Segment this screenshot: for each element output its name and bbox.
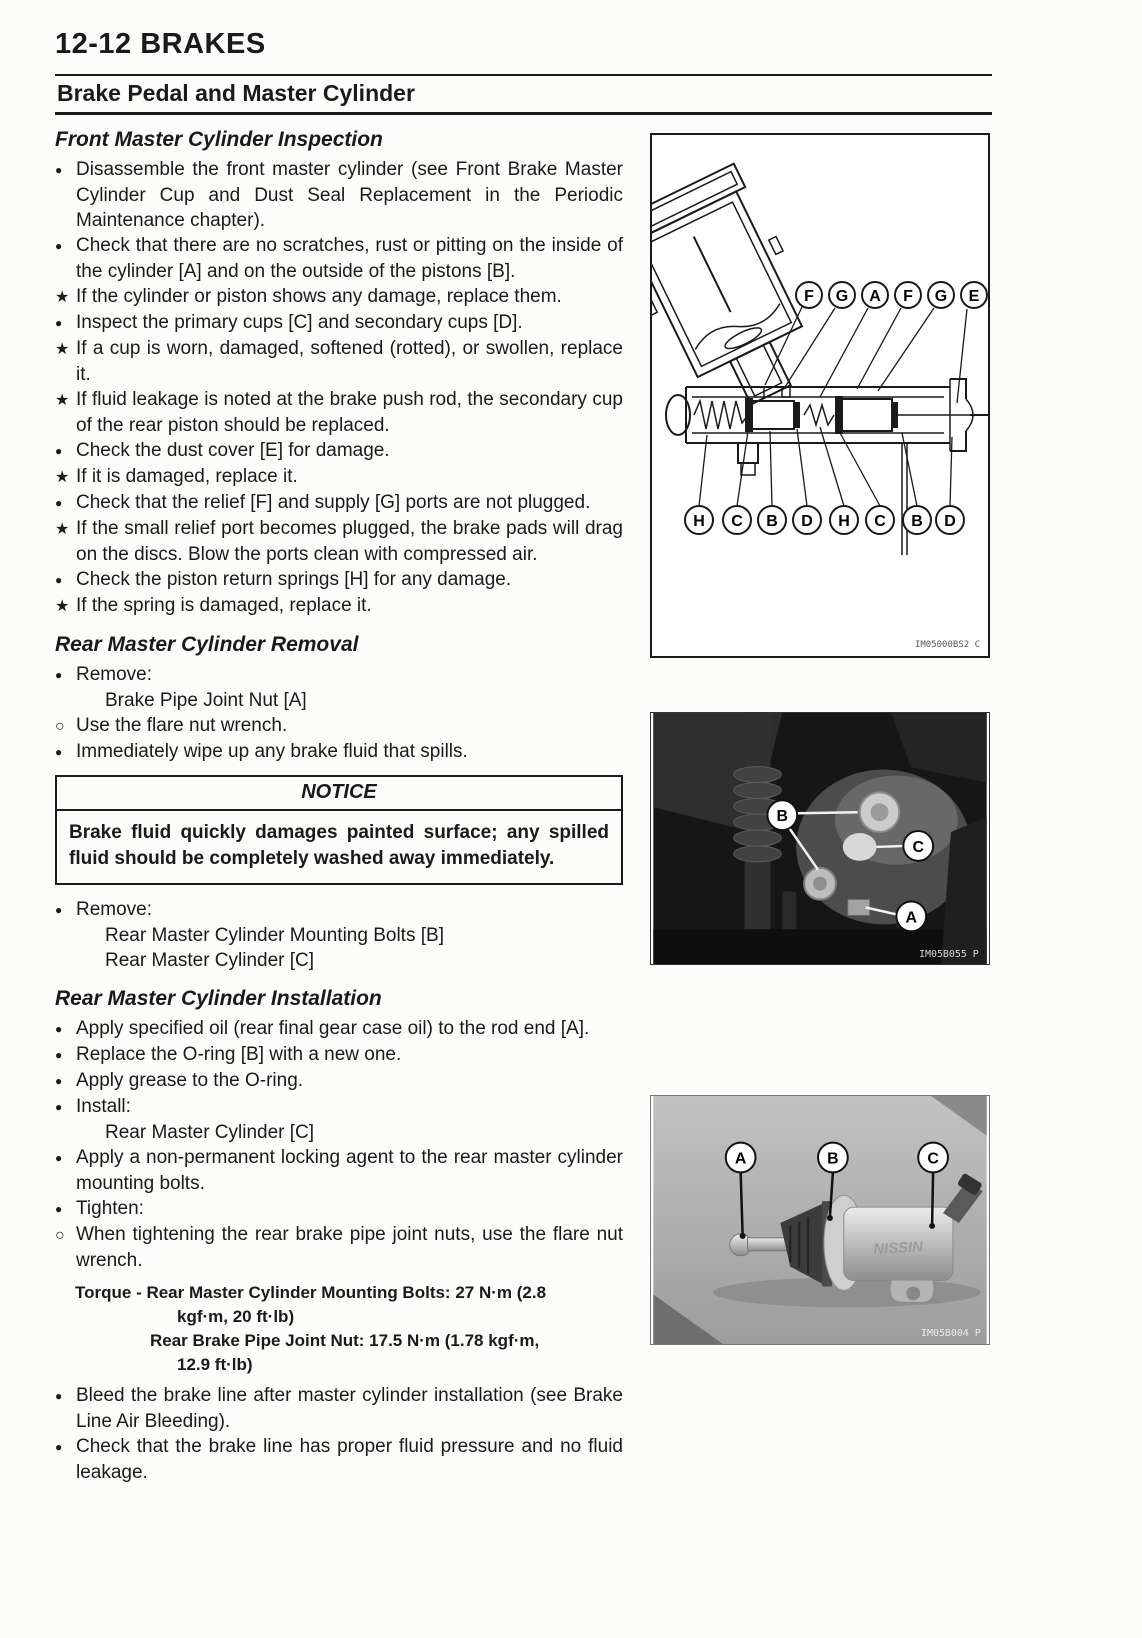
procedure-step xyxy=(55,516,623,567)
callout-D xyxy=(936,506,964,534)
svg-text:C: C xyxy=(927,1150,939,1168)
torque-spec-line: kgf·m, 20 ft·lb) xyxy=(177,1307,295,1326)
svg-text:B: B xyxy=(766,513,778,530)
svg-text:D: D xyxy=(801,513,813,530)
bullet-marker-icon: ● xyxy=(55,668,63,682)
svg-text:C: C xyxy=(912,838,924,856)
svg-text:E: E xyxy=(968,288,980,305)
bullet-marker-icon: ● xyxy=(55,1440,63,1454)
callout-H xyxy=(685,506,713,534)
callout-C xyxy=(903,831,933,861)
sub-item: Rear Master Cylinder [C] xyxy=(105,950,315,971)
left-column xyxy=(55,124,623,1485)
procedure-step xyxy=(55,593,623,619)
svg-text:F: F xyxy=(804,288,814,305)
figure-rear-master-cylinder-part-photo xyxy=(650,1095,990,1345)
rear-master-cylinder-installed-photo xyxy=(651,713,989,964)
bullet-marker-icon: ● xyxy=(55,444,63,458)
step-text: If the small relief port becomes plugged, the brake pads will drag on the discs. Blow the ports clean with compressed air. xyxy=(76,518,623,565)
step-text: Bleed the brake line after master cylinder installation (see Brake Line Air Bleeding). xyxy=(76,1385,623,1432)
divider xyxy=(55,74,992,76)
svg-text:B: B xyxy=(827,1150,839,1168)
step-text: Inspect the primary cups [C] and secondary cups [D]. xyxy=(76,312,523,333)
procedure-step xyxy=(55,1383,623,1434)
step-text: Immediately wipe up any brake fluid that spills. xyxy=(76,741,468,762)
star-marker-icon: ★ xyxy=(55,469,70,486)
notice-box xyxy=(55,775,623,885)
step-text: If the spring is damaged, replace it. xyxy=(76,595,372,616)
procedure-step xyxy=(55,490,623,516)
procedure-step xyxy=(55,713,623,739)
procedure-step xyxy=(55,1196,623,1222)
circle-marker-icon: ○ xyxy=(55,718,65,735)
rear-master-cylinder-part-photo xyxy=(651,1096,989,1344)
step-text: Check the dust cover [E] for damage. xyxy=(76,440,390,461)
step-text: Apply a non-permanent locking agent to the rear master cylinder mounting bolts. xyxy=(76,1147,623,1194)
bullet-marker-icon: ● xyxy=(55,1074,63,1088)
bullet-marker-icon: ● xyxy=(55,745,63,759)
circle-marker-icon: ○ xyxy=(55,1227,65,1244)
callout-G xyxy=(928,282,954,308)
figure-code: IM05B004 P xyxy=(921,1328,981,1340)
callout-F xyxy=(796,282,822,308)
svg-text:H: H xyxy=(838,513,850,530)
figure-code: IM05B055 P xyxy=(919,949,979,961)
callout-C xyxy=(723,506,751,534)
step-text: Check that there are no scratches, rust or pitting on the inside of the cylinder [A] and on the outside of the pistons [B]. xyxy=(76,235,623,282)
procedure-step xyxy=(55,387,623,438)
master-cylinder-cross-section xyxy=(652,135,988,656)
callout-A xyxy=(726,1143,756,1173)
sub-item: Rear Master Cylinder Mounting Bolts [B] xyxy=(105,925,444,946)
star-marker-icon: ★ xyxy=(55,392,70,409)
step-text: Remove: xyxy=(76,664,153,685)
step-text: Check that the relief [F] and supply [G] ports are not plugged. xyxy=(76,492,591,513)
procedure-step xyxy=(55,310,623,336)
procedure-step xyxy=(55,336,623,387)
svg-text:F: F xyxy=(903,288,913,305)
svg-text:D: D xyxy=(944,513,956,530)
svg-text:C: C xyxy=(731,513,743,530)
procedure-step xyxy=(55,739,623,765)
procedure-step xyxy=(55,438,623,464)
star-marker-icon: ★ xyxy=(55,521,70,538)
star-marker-icon: ★ xyxy=(55,341,70,358)
torque-spec-line: Rear Brake Pipe Joint Nut: 17.5 N·m (1.78 kgf·m, xyxy=(150,1331,540,1350)
procedure-step xyxy=(55,567,623,593)
svg-text:A: A xyxy=(734,1150,747,1168)
sub-item: Rear Master Cylinder [C] xyxy=(105,1122,315,1143)
svg-text:C: C xyxy=(874,513,886,530)
callout-E xyxy=(961,282,987,308)
bullet-marker-icon: ● xyxy=(55,239,63,253)
torque-spec xyxy=(55,1281,623,1377)
notice-body: Brake fluid quickly damages painted surface; any spilled fluid should be completely washed away immediately. xyxy=(69,822,609,869)
bullet-marker-icon: ● xyxy=(55,1100,63,1114)
callout-D xyxy=(793,506,821,534)
torque-spec-line: 12.9 ft·lb) xyxy=(177,1355,253,1374)
callout-C xyxy=(866,506,894,534)
bullet-marker-icon: ● xyxy=(55,1048,63,1062)
leader-lines xyxy=(699,307,967,506)
section-heading: Rear Master Cylinder Removal xyxy=(55,633,359,656)
star-marker-icon: ★ xyxy=(55,598,70,615)
procedure-step xyxy=(55,464,623,490)
step-text: Check the piston return springs [H] for any damage. xyxy=(76,569,512,590)
callout-B xyxy=(903,506,931,534)
callout-C xyxy=(918,1143,948,1173)
bullet-marker-icon: ● xyxy=(55,316,63,330)
callout-F xyxy=(895,282,921,308)
procedure-step xyxy=(55,233,623,284)
section-title: Brake Pedal and Master Cylinder xyxy=(57,80,415,106)
callout-A xyxy=(896,901,926,931)
step-text: When tightening the rear brake pipe joint nuts, use the flare nut wrench. xyxy=(76,1224,623,1271)
svg-text:B: B xyxy=(776,808,789,826)
bullet-marker-icon: ● xyxy=(55,1022,63,1036)
procedure-step xyxy=(55,662,623,688)
step-text: If a cup is worn, damaged, softened (rotted), or swollen, replace it. xyxy=(76,338,623,385)
step-text: Tighten: xyxy=(76,1198,144,1219)
step-text: Apply specified oil (rear final gear case oil) to the rod end [A]. xyxy=(76,1018,590,1039)
step-text: Check that the brake line has proper fluid pressure and no fluid leakage. xyxy=(76,1436,623,1483)
svg-text:B: B xyxy=(911,513,923,530)
svg-text:A: A xyxy=(905,909,918,927)
callout-G xyxy=(829,282,855,308)
callout-B xyxy=(818,1143,848,1173)
figure-front-master-cylinder-diagram xyxy=(650,133,990,658)
procedure-step xyxy=(55,897,623,923)
figure-code: IM05000BS2 C xyxy=(914,640,980,650)
divider xyxy=(55,112,992,115)
svg-text:G: G xyxy=(934,288,948,305)
notice-title: NOTICE xyxy=(57,777,621,811)
bullet-marker-icon: ● xyxy=(55,1202,63,1216)
step-text: Disassemble the front master cylinder (see Front Brake Master Cylinder Cup and Dust Seal Replacement in the Periodic Maintenance chapter). xyxy=(76,159,623,231)
torque-spec-line: Torque - Rear Master Cylinder Mounting Bolts: 27 N·m (2.8 xyxy=(75,1283,547,1302)
bullet-marker-icon: ● xyxy=(55,903,63,917)
svg-text:G: G xyxy=(835,288,849,305)
embossed-brand-text: NISSIN xyxy=(872,1239,924,1259)
bullet-marker-icon: ● xyxy=(55,1389,63,1403)
star-marker-icon: ★ xyxy=(55,289,70,306)
callout-B xyxy=(767,800,797,830)
procedure-step xyxy=(55,1016,623,1042)
step-text: Apply grease to the O-ring. xyxy=(76,1070,304,1091)
bullet-marker-icon: ● xyxy=(55,573,63,587)
procedure-step xyxy=(55,1434,623,1485)
bullet-marker-icon: ● xyxy=(55,496,63,510)
bullet-marker-icon: ● xyxy=(55,1151,63,1165)
callout-B xyxy=(758,506,786,534)
procedure-step xyxy=(55,1145,623,1196)
step-text: If fluid leakage is noted at the brake push rod, the secondary cup of the rear piston should be replaced. xyxy=(76,389,623,436)
step-text: Remove: xyxy=(76,899,153,920)
svg-text:H: H xyxy=(693,513,705,530)
procedure-step xyxy=(55,1042,623,1068)
section-heading: Front Master Cylinder Inspection xyxy=(55,128,383,151)
svg-text:A: A xyxy=(869,288,881,305)
step-text: If the cylinder or piston shows any damage, replace them. xyxy=(76,286,562,307)
step-text: Install: xyxy=(76,1096,131,1117)
step-text: If it is damaged, replace it. xyxy=(76,466,298,487)
procedure-step xyxy=(55,1222,623,1273)
procedure-step xyxy=(55,284,623,310)
bullet-marker-icon: ● xyxy=(55,163,63,177)
procedure-step xyxy=(55,1068,623,1094)
section-heading: Rear Master Cylinder Installation xyxy=(55,987,382,1010)
step-text: Replace the O-ring [B] with a new one. xyxy=(76,1044,402,1065)
callout-H xyxy=(830,506,858,534)
page-title: 12-12 BRAKES xyxy=(55,28,266,60)
sub-item: Brake Pipe Joint Nut [A] xyxy=(105,690,307,711)
step-text: Use the flare nut wrench. xyxy=(76,715,288,736)
procedure-step xyxy=(55,1094,623,1120)
callout-A xyxy=(862,282,888,308)
figure-rear-master-cylinder-photo xyxy=(650,712,990,965)
procedure-step xyxy=(55,157,623,233)
